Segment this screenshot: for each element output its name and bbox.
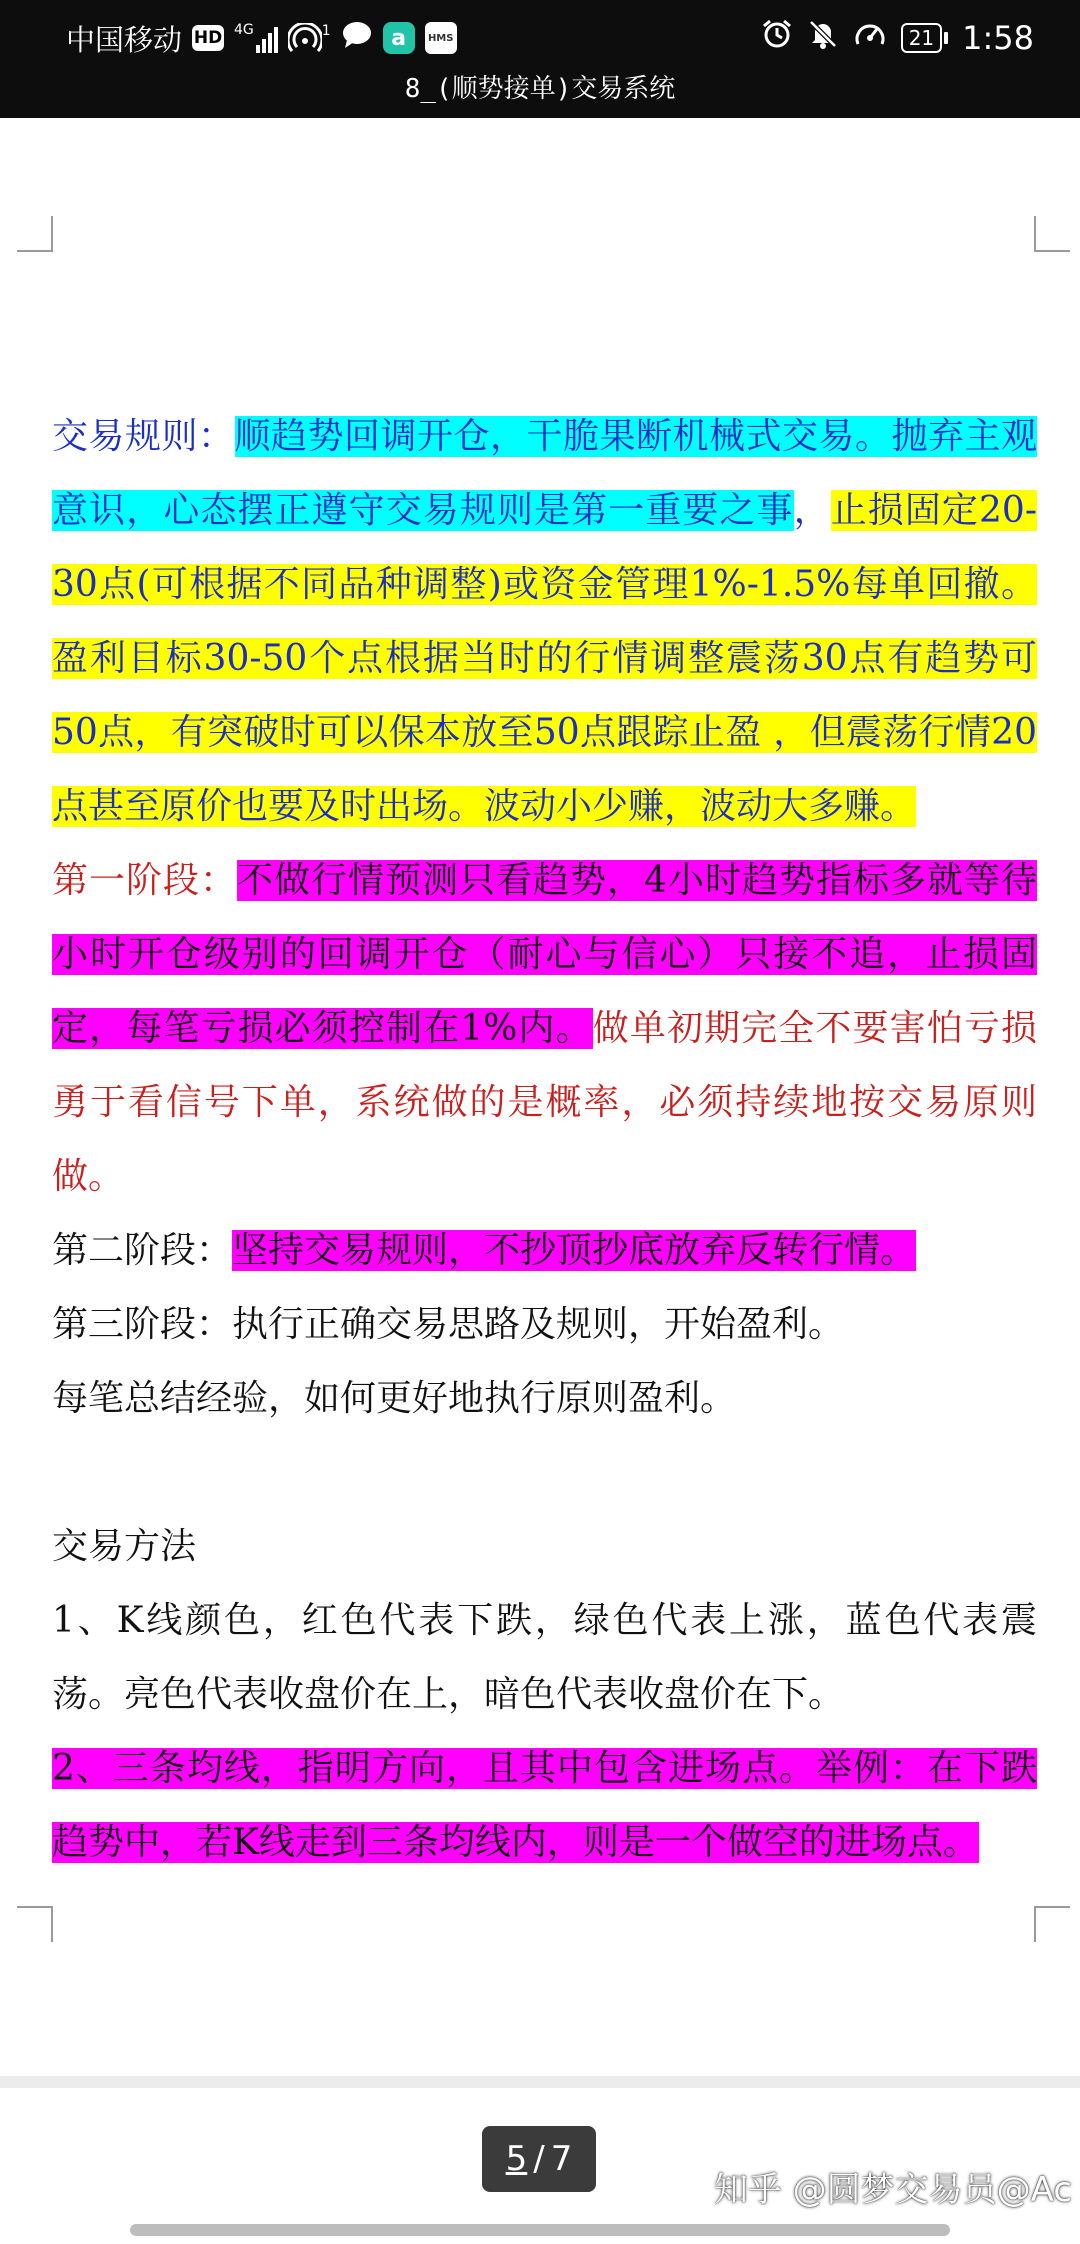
total-pages: 7 [550,2139,573,2179]
status-right [761,14,1034,62]
status-left [66,14,457,62]
hotspot-count: 1 [321,23,331,39]
clock-time: 1:58 [962,19,1034,57]
network-type-label: 4G [234,22,254,38]
paragraph-stage-two [52,1214,1037,1288]
crop-mark-top-right [1034,216,1070,252]
message-icon [341,20,373,57]
watermark-text: 知乎 @圆梦交易员@Ac [713,2170,1072,2210]
paragraph-method-one [52,1584,1037,1732]
page-divider [0,2076,1080,2088]
battery-icon [901,23,948,53]
carrier-label: 中国移动 [66,22,183,57]
app-notification-icon: a [383,22,415,54]
stage-three-text-segment: 第三阶段：执行正确交易思路及规则，开始盈利。 [52,1304,845,1345]
signal-icon [234,23,278,53]
document-body [52,400,1037,1880]
stage-one-text-segment: 第一阶段： [52,860,238,901]
method-two-text-segment: 2、三条均线，指明方向，且其中包含进场点。举例：在下跌趋势中，若K线走到三条均线内，则是一个做空的进场点。 [52,1748,1037,1863]
trading-rules-text-segment: 止损固定20-30点(可根据不同品种调整)或资金管理1%-1.5%每单回撤。盈利目标30-50个点根据当时的行情调整震荡30点有趋势可50点，有突破时可以保本放至50点跟踪止盈 ，但震荡行情20点甚至原价也要及时出场。波动小少赚，波动大多赚。 [52,490,1037,827]
speed-gauge-icon [853,18,887,58]
trading-rules-text-segment: ， [793,490,831,531]
stage-two-text-segment: 第二阶段： [52,1230,233,1271]
summary-line-text-segment: 每笔总结经验，如何更好地执行原则盈利。 [52,1378,737,1419]
crop-mark-top-left [17,216,53,252]
paragraph-summary-line [52,1362,1037,1436]
alarm-icon [761,18,793,58]
document-title: 8_(顺势接单)交易系统 [404,74,676,104]
paragraph-trading-rules [52,400,1037,844]
crop-mark-bottom-right [1034,1906,1070,1942]
paragraph-blank-line [52,1436,1037,1510]
paragraph-stage-three [52,1288,1037,1362]
current-page: 5 [505,2139,528,2179]
hotspot-icon [288,23,331,53]
hms-icon: HMS [425,22,457,54]
horizontal-scrollbar[interactable] [130,2224,950,2236]
stage-one-text-segment: 不做行情预测只看趋势，4小时趋势指标多就等待小时开仓级别的回调开仓（耐心与信心）只接不追，止损固定，每笔亏损必须控制在1%内。 [52,860,1037,1049]
page-separator: / [533,2139,545,2179]
mute-bell-icon [807,18,839,58]
method-one-text-segment: 1、K线颜色，红色代表下跌，绿色代表上涨，蓝色代表震荡。亮色代表收盘价在上，暗色代表收盘价在下。 [52,1600,1037,1715]
trading-rules-text-segment: 顺趋势回调开仓，干脆果断机械式交易。抛弃主观意识，心态摆正遵守交易规则是第一重要之事 [52,416,1037,531]
paragraph-method-heading [52,1510,1037,1584]
crop-mark-bottom-left [17,1906,53,1942]
paragraph-stage-one [52,844,1037,1214]
paragraph-method-two [52,1732,1037,1880]
hd-icon: HD [192,25,224,51]
stage-two-text-segment: 坚持交易规则，不抄顶抄底放弃反转行情。 [232,1230,917,1271]
trading-rules-text-segment: 交易规则： [52,416,235,457]
method-heading-text-segment: 交易方法 [52,1526,197,1567]
stage-one-text-segment: 做单初期完全不要害怕亏损勇于看信号下单，系统做的是概率，必须持续地按交易原则做。 [52,1008,1037,1197]
battery-level: 21 [901,23,942,53]
status-bar [0,0,1080,118]
page-indicator[interactable] [482,2126,596,2192]
